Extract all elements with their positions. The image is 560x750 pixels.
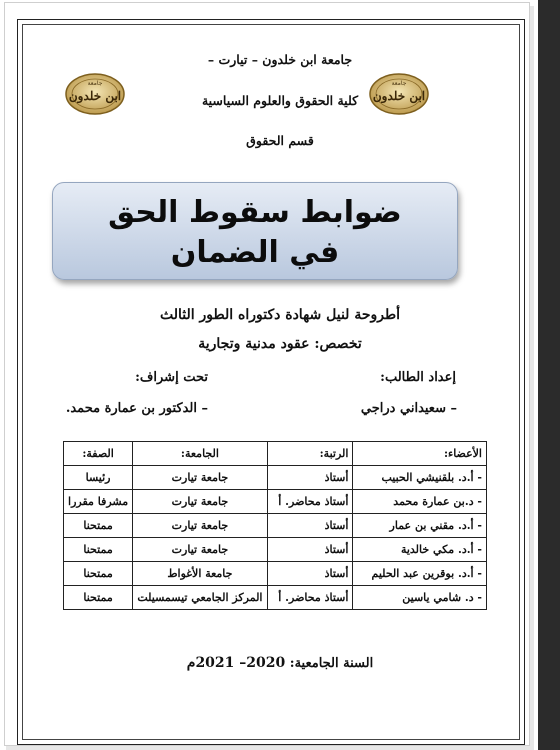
academic-year-value: 2020– 2021م [186,655,286,671]
thesis-title-line-2: في الضمان [170,235,340,270]
header-university: الجامعة: [133,442,268,466]
logo-text: ابن خلدون [372,89,426,103]
department-name: قسم الحقوق [246,133,314,148]
member-role: ممتحنا [64,538,133,562]
committee-header-row [64,442,487,466]
academic-year [0,655,560,671]
table-row [64,514,487,538]
member-name: - د. شامي ياسين [353,586,487,610]
academic-year-label: السنة الجامعية: [289,656,374,671]
thesis-specialty: تخصص: عقود مدنية وتجارية [198,336,362,352]
university-logo-left [64,72,126,116]
member-rank: أستاذ [267,514,353,538]
student-label: إعداد الطالب: [380,370,456,385]
supervisor-name: – الدكتور بن عمارة محمد. [65,401,208,416]
member-university: جامعة الأغواط [133,562,268,586]
viewer-scroll-strip [538,0,560,750]
member-name: - أ.د. مكي خالدية [353,538,487,562]
table-row [64,586,487,610]
member-rank: أستاذ محاضر. أ [267,586,353,610]
supervisor-label: تحت إشراف: [135,370,208,385]
thesis-title-line-1: ضوابط سقوط الحق [108,195,402,230]
table-row [64,562,487,586]
member-role: ممتحنا [64,514,133,538]
logo-small-text: جامعة [87,80,103,87]
header-rank: الرتبة: [267,442,353,466]
logo-text: ابن خلدون [68,89,122,103]
university-name: جامعة ابن خلدون – تيارت – [207,52,353,67]
table-row [64,490,487,514]
committee-table [63,441,487,610]
member-rank: أستاذ [267,538,353,562]
member-role: رئيسا [64,466,133,490]
member-name: - د.بن عمارة محمد [353,490,487,514]
faculty-name: كلية الحقوق والعلوم السياسية [201,93,359,108]
member-rank: أستاذ محاضر. أ [267,490,353,514]
member-name: - أ.د. بلقنيشي الحبيب [353,466,487,490]
university-logo-right [368,72,430,116]
thesis-degree: أطروحة لنيل شهادة دكتوراه الطور الثالث [159,307,401,323]
thesis-title-box [52,182,458,280]
member-university: جامعة تيارت [133,466,268,490]
header-members: الأعضاء: [353,442,487,466]
member-role: ممتحنا [64,562,133,586]
header-role: الصفة: [64,442,133,466]
student-name: – سعيداني دراجي [360,401,457,416]
table-row [64,466,487,490]
member-name: - أ.د. مقني بن عمار [353,514,487,538]
member-university: المركز الجامعي تيسمسيلت [133,586,268,610]
table-row [64,538,487,562]
member-university: جامعة تيارت [133,490,268,514]
member-rank: أستاذ [267,466,353,490]
member-university: جامعة تيارت [133,514,268,538]
member-role: مشرفا مقررا [64,490,133,514]
member-rank: أستاذ [267,562,353,586]
member-name: - أ.د. بوقرين عبد الحليم [353,562,487,586]
logo-small-text: جامعة [391,80,407,87]
member-university: جامعة تيارت [133,538,268,562]
member-role: ممتحنا [64,586,133,610]
